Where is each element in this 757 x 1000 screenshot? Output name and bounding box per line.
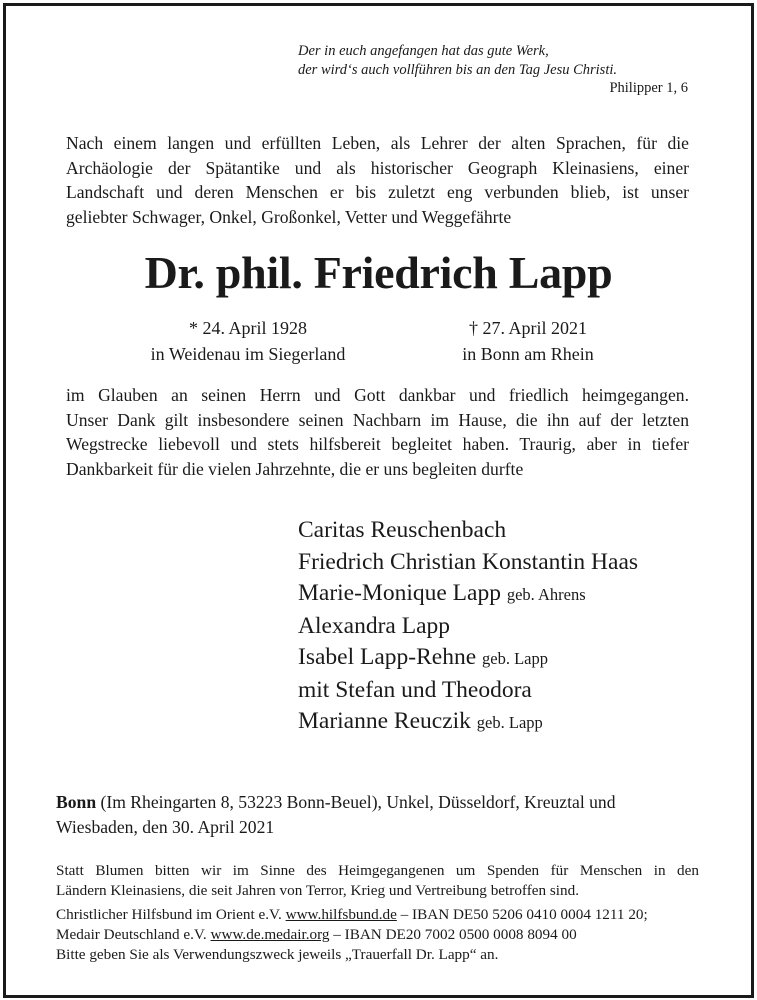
mourner-item [298, 578, 638, 611]
message-line: Unser Dank gilt insbesondere seinen Nachbarn im Hause, die ihn auf der letzten [66, 409, 689, 430]
mourner-name: Marie-Monique Lapp [298, 580, 501, 606]
mourner-name: Friedrich Christian Konstantin Haas [298, 548, 639, 575]
donation-org-2 [56, 925, 648, 945]
message-line: Wegstrecke liebevoll und stets hilfsbereit begleitet haben. Traurig, aber in tiefer [66, 434, 689, 454]
mourner-name: mit Stefan und Theodora [298, 676, 532, 703]
birth-place: in Weidenau im Siegerland [150, 344, 346, 364]
mourner-name: Alexandra Lapp [298, 612, 451, 639]
mourner-maiden-name: geb. Lapp [476, 713, 543, 732]
org-1-iban: – IBAN DE50 5206 0410 0004 1211 20; [396, 906, 648, 923]
message-line: im Glauben an seinen Herrn und Gott dankbar und friedlich heimgegangen. [66, 385, 689, 405]
verse-line-2: der wird‘s auch vollführen bis an den Tag Jesu Christi. [298, 62, 617, 78]
place-date-line-1 [56, 790, 616, 815]
donation-accounts [56, 905, 648, 965]
donation-org-1 [56, 905, 648, 925]
org-1-name: Christlicher Hilfsbund im Orient e.V. [56, 906, 286, 923]
medair-link[interactable]: www.de.medair.org [210, 926, 330, 943]
place-date-line-2: Wiesbaden, den 30. April 2021 [56, 816, 275, 837]
donation-notice [56, 861, 699, 901]
mourners-list [298, 515, 638, 739]
message-line: Dankbarkeit für die vielen Jahrzehnte, die er uns begleiten durfte [66, 458, 524, 479]
verse-line-1: Der in euch angefangen hat das gute Werk, [298, 43, 549, 59]
intro-paragraph [66, 131, 689, 229]
hilfsbund-link[interactable]: www.hilfsbund.de [285, 906, 397, 923]
mourner-name: Isabel Lapp-Rehne [298, 644, 477, 670]
death-info [428, 315, 628, 367]
message-paragraph [66, 383, 689, 481]
birth-info [130, 315, 366, 367]
intro-line: geliebter Schwager, Onkel, Großonkel, Vetter und Weggefährte [66, 206, 512, 227]
mourner-name: Marianne Reuczik [298, 708, 471, 734]
mourner-item [298, 515, 638, 547]
place-city: Bonn [56, 792, 97, 812]
death-date: † 27. April 2021 [468, 318, 587, 338]
birth-date: * 24. April 1928 [188, 318, 307, 338]
death-place: in Bonn am Rhein [462, 344, 594, 364]
org-2-iban: – IBAN DE20 7002 0500 0008 8094 00 [329, 926, 577, 943]
donation-line-1: Statt Blumen bitten wir im Sinne des Heimgegangenen um Spenden für Menschen in den [56, 862, 699, 879]
place-date [56, 790, 616, 839]
deceased-name: Dr. phil. Friedrich Lapp [144, 247, 613, 298]
verse-reference: Philipper 1, 6 [609, 80, 688, 96]
donation-purpose: Bitte geben Sie als Verwendungszweck jeweils „Trauerfall Dr. Lapp“ an. [56, 946, 499, 963]
mourner-item [298, 642, 638, 675]
intro-line: Archäologie der Spätantike und als historischer Geograph Kleinasiens, einer [66, 157, 689, 178]
mourner-item [298, 547, 638, 579]
place-address: (Im Rheingarten 8, 53223 Bonn-Beuel), Unkel, Düsseldorf, Kreuztal und [96, 792, 616, 812]
mourner-item [298, 675, 638, 707]
mourner-item [298, 706, 638, 739]
bible-verse [298, 42, 617, 80]
mourner-name: Caritas Reuschenbach [298, 517, 507, 543]
intro-line: Nach einem langen und erfüllten Leben, als Lehrer der alten Sprachen, für die [66, 133, 689, 153]
org-2-name: Medair Deutschland e.V. [56, 926, 211, 943]
mourner-maiden-name: geb. Lapp [482, 649, 548, 668]
mourner-maiden-name: geb. Ahrens [506, 585, 586, 604]
mourner-item [298, 611, 638, 643]
donation-line-2: Ländern Kleinasiens, die seit Jahren von Terror, Krieg und Vertreibung betroffen sind. [56, 882, 579, 899]
intro-line: Landschaft und deren Menschen er bis zuletzt eng verbunden blieb, ist unser [66, 182, 689, 202]
